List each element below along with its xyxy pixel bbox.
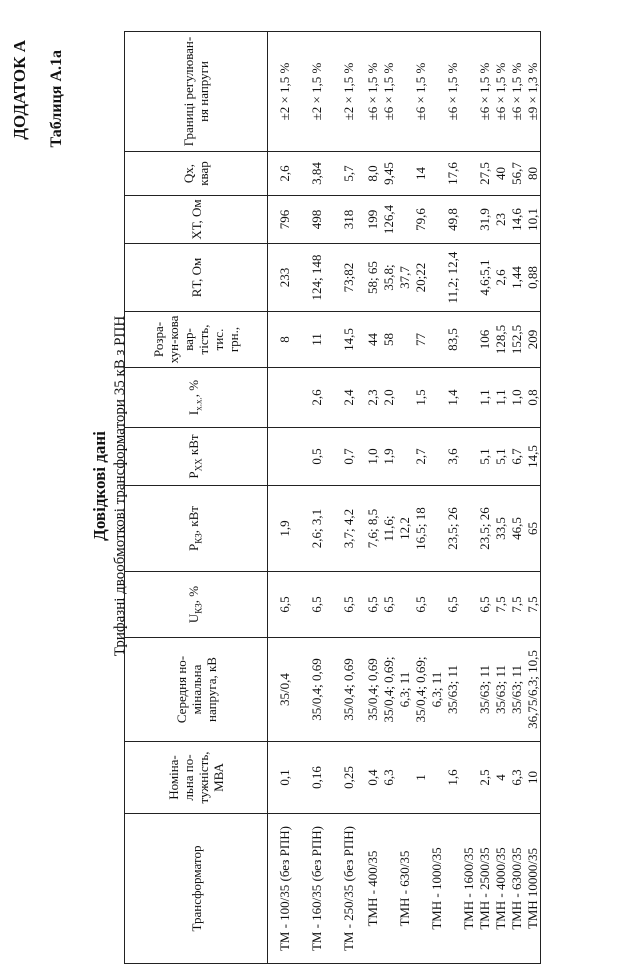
cell-limits: ±2 × 1,5 % (300, 32, 332, 152)
cell-limits: ±6 × 1,5 % (380, 32, 396, 152)
cell-ixx: 2,4 (332, 368, 364, 428)
cell-uk: 6,5 (380, 572, 396, 638)
cell-cost: 209 (524, 312, 541, 368)
cell-pxx (428, 428, 444, 486)
cell-xt: 23 (492, 196, 508, 244)
col-voltage: Середня но-мінальна напруга, кВ (125, 638, 268, 742)
cell-qx: 5,7 (332, 152, 364, 196)
table-caption: Трифазні двообмоткові трансформатори 35 кВ з РПН (112, 315, 128, 657)
cell-name: ТМН - 1000/35 (428, 814, 444, 964)
table-row (508, 32, 524, 964)
cell-voltage: 35/0,4; 0,69; (412, 638, 428, 742)
cell-rt: 233 (268, 244, 301, 312)
col-xt: XТ, Ом (125, 196, 268, 244)
col-transformer: Трансформатор (125, 814, 268, 964)
cell-power: 0,1 (268, 742, 301, 814)
table-row (300, 32, 332, 964)
cell-xt: 498 (300, 196, 332, 244)
cell-pk: 23,5; 26 (444, 486, 460, 572)
cell-rt: 37,7 (396, 244, 412, 312)
cell-voltage: 35/0,4; 0,69 (364, 638, 380, 742)
cell-name (412, 814, 428, 964)
cell-name (380, 814, 396, 964)
cell-qx: 8,0 (364, 152, 380, 196)
cell-pxx (460, 428, 476, 486)
cell-pk: 3,7; 4,2 (332, 486, 364, 572)
cell-name: ТМН - 2500/35 (476, 814, 492, 964)
cell-cost: 77 (412, 312, 428, 368)
cell-uk: 6,5 (332, 572, 364, 638)
cell-cost: 58 (380, 312, 396, 368)
cell-limits: ±2 × 1,5 % (268, 32, 301, 152)
cell-uk: 7,5 (524, 572, 541, 638)
table-row (332, 32, 364, 964)
cell-rt (428, 244, 444, 312)
cell-cost: 106 (476, 312, 492, 368)
cell-limits: ±2 × 1,5 % (332, 32, 364, 152)
table-row (364, 32, 380, 964)
cell-ixx: 0,8 (524, 368, 541, 428)
cell-rt: 73;82 (332, 244, 364, 312)
cell-voltage: 35/0,4; 0,69; (380, 638, 396, 742)
cell-limits: ±6 × 1,5 % (412, 32, 428, 152)
cell-name: ТМН - 6300/35 (508, 814, 524, 964)
cell-power: 6,3 (380, 742, 396, 814)
cell-voltage: 35/63; 11 (508, 638, 524, 742)
cell-rt: 124; 148 (300, 244, 332, 312)
table-id: Таблиця А.1а (48, 50, 65, 148)
cell-limits: ±9 × 1,3 % (524, 32, 541, 152)
cell-pxx: 5,1 (476, 428, 492, 486)
cell-power: 2,5 (476, 742, 492, 814)
cell-pxx (396, 428, 412, 486)
cell-uk (428, 572, 444, 638)
cell-uk: 6,5 (444, 572, 460, 638)
cell-qx (460, 152, 476, 196)
cell-uk: 6,5 (300, 572, 332, 638)
cell-name (444, 814, 460, 964)
cell-cost: 152,5 (508, 312, 524, 368)
cell-power (396, 742, 412, 814)
cell-ixx: 1,4 (444, 368, 460, 428)
cell-xt: 318 (332, 196, 364, 244)
cell-pk: 7,6; 8,5 (364, 486, 380, 572)
cell-ixx (268, 368, 301, 428)
cell-power: 4 (492, 742, 508, 814)
cell-name: ТМН - 400/35 (364, 814, 380, 964)
cell-limits: ±6 × 1,5 % (508, 32, 524, 152)
cell-cost: 44 (364, 312, 380, 368)
cell-uk (396, 572, 412, 638)
col-pk: $P_{КЗ}$, кВт (125, 486, 268, 572)
cell-ixx: 1,1 (492, 368, 508, 428)
cell-pk: 16,5; 18 (412, 486, 428, 572)
cell-pk: 2,6; 3,1 (300, 486, 332, 572)
cell-pk: 11,6; (380, 486, 396, 572)
cell-power: 6,3 (508, 742, 524, 814)
header-row (125, 32, 268, 964)
table-body (268, 32, 541, 964)
cell-name: ТМН - 4000/35 (492, 814, 508, 964)
cell-rt: 1,44 (508, 244, 524, 312)
cell-xt: 79,6 (412, 196, 428, 244)
cell-pk: 65 (524, 486, 541, 572)
cell-pxx: 1,0 (364, 428, 380, 486)
table-row (396, 32, 412, 964)
cell-rt: 4,6;5,1 (476, 244, 492, 312)
cell-power: 0,4 (364, 742, 380, 814)
table-row (492, 32, 508, 964)
cell-ixx (428, 368, 444, 428)
cell-uk: 6,5 (268, 572, 301, 638)
cell-cost: 83,5 (444, 312, 460, 368)
cell-cost: 14,5 (332, 312, 364, 368)
cell-voltage: 35/0,4 (268, 638, 301, 742)
table-row (460, 32, 476, 964)
cell-qx: 2,6 (268, 152, 301, 196)
cell-limits: ±6 × 1,5 % (364, 32, 380, 152)
cell-xt: 49,8 (444, 196, 460, 244)
table-row (380, 32, 396, 964)
cell-voltage: 35/63; 11 (492, 638, 508, 742)
cell-name: ТМН 10000/35 (524, 814, 541, 964)
table-row (524, 32, 541, 964)
cell-voltage: 6,3; 11 (428, 638, 444, 742)
cell-voltage: 35/0,4; 0,69 (332, 638, 364, 742)
cell-ixx: 1,5 (412, 368, 428, 428)
cell-rt: 58; 65 (364, 244, 380, 312)
cell-name: ТМ - 250/35 (без РПН) (332, 814, 364, 964)
cell-limits (460, 32, 476, 152)
cell-ixx: 1,1 (476, 368, 492, 428)
table-row (412, 32, 428, 964)
cell-qx: 27,5 (476, 152, 492, 196)
col-power: Номіна-льна по-тужність, МВА (125, 742, 268, 814)
appendix-title: ДОДАТОК А (10, 40, 29, 140)
cell-limits: ±6 × 1,5 % (444, 32, 460, 152)
cell-cost (396, 312, 412, 368)
cell-pxx: 0,7 (332, 428, 364, 486)
cell-ixx: 2,6 (300, 368, 332, 428)
cell-power (428, 742, 444, 814)
cell-qx: 9,45 (380, 152, 396, 196)
cell-cost (460, 312, 476, 368)
cell-uk: 6,5 (412, 572, 428, 638)
cell-rt: 35,8; (380, 244, 396, 312)
cell-rt: 20;22 (412, 244, 428, 312)
cell-name: ТМ - 100/35 (без РПН) (268, 814, 301, 964)
cell-pk: 46,5 (508, 486, 524, 572)
cell-pk (460, 486, 476, 572)
cell-uk: 7,5 (508, 572, 524, 638)
cell-qx (428, 152, 444, 196)
cell-limits (428, 32, 444, 152)
cell-cost (428, 312, 444, 368)
cell-xt (460, 196, 476, 244)
cell-power: 1,6 (444, 742, 460, 814)
cell-rt: 2,6 (492, 244, 508, 312)
cell-pk: 1,9 (268, 486, 301, 572)
cell-limits (396, 32, 412, 152)
cell-xt: 126,4 (380, 196, 396, 244)
cell-xt: 10,1 (524, 196, 541, 244)
cell-voltage (460, 638, 476, 742)
cell-limits: ±6 × 1,5 % (476, 32, 492, 152)
cell-pxx: 5,1 (492, 428, 508, 486)
col-cost: Розра-хун-кова вар-тість, тис. грн., (125, 312, 268, 368)
cell-qx (396, 152, 412, 196)
cell-uk (460, 572, 476, 638)
section-title: Довідкові дані (90, 431, 109, 541)
cell-power: 1 (412, 742, 428, 814)
cell-rt (460, 244, 476, 312)
cell-ixx (460, 368, 476, 428)
cell-qx: 40 (492, 152, 508, 196)
cell-rt: 11,2; 12,4 (444, 244, 460, 312)
col-rt: RТ, Ом (125, 244, 268, 312)
cell-pk: 33,5 (492, 486, 508, 572)
cell-uk: 7,5 (492, 572, 508, 638)
cell-pxx: 6,7 (508, 428, 524, 486)
cell-cost: 11 (300, 312, 332, 368)
cell-xt: 199 (364, 196, 380, 244)
cell-ixx: 2,3 (364, 368, 380, 428)
cell-voltage: 35/0,4; 0,69 (300, 638, 332, 742)
col-ixx: $I_{х.х.}$, % (125, 368, 268, 428)
cell-voltage: 35/63; 11 (444, 638, 460, 742)
cell-ixx: 2,0 (380, 368, 396, 428)
cell-qx: 80 (524, 152, 541, 196)
cell-xt: 14,6 (508, 196, 524, 244)
cell-power: 0,16 (300, 742, 332, 814)
cell-limits: ±6 × 1,5 % (492, 32, 508, 152)
cell-uk: 6,5 (364, 572, 380, 638)
cell-name: ТМН - 630/35 (396, 814, 412, 964)
cell-cost: 128,5 (492, 312, 508, 368)
table-row (476, 32, 492, 964)
cell-pxx: 1,9 (380, 428, 396, 486)
cell-voltage: 6,3; 11 (396, 638, 412, 742)
cell-pxx: 14,5 (524, 428, 541, 486)
cell-pk (428, 486, 444, 572)
col-qx: Qх, квар (125, 152, 268, 196)
col-uk: $U_{КЗ}$, % (125, 572, 268, 638)
cell-qx: 14 (412, 152, 428, 196)
cell-pk: 23,5; 26 (476, 486, 492, 572)
cell-power: 0,25 (332, 742, 364, 814)
table-row (444, 32, 460, 964)
cell-uk: 6,5 (476, 572, 492, 638)
cell-voltage: 35/63; 11 (476, 638, 492, 742)
col-limits: Границі регулюван-ня напруги (125, 32, 268, 152)
table-row (268, 32, 301, 964)
cell-ixx: 1,0 (508, 368, 524, 428)
cell-pk: 12,2 (396, 486, 412, 572)
cell-name: ТМ - 160/35 (без РПН) (300, 814, 332, 964)
cell-name: ТМН - 1600/35 (460, 814, 476, 964)
cell-xt (428, 196, 444, 244)
cell-qx: 56,7 (508, 152, 524, 196)
cell-qx: 3,84 (300, 152, 332, 196)
cell-xt: 796 (268, 196, 301, 244)
cell-pxx: 0,5 (300, 428, 332, 486)
cell-pxx (268, 428, 301, 486)
transformer-table (124, 31, 541, 964)
cell-xt: 31,9 (476, 196, 492, 244)
table-row (428, 32, 444, 964)
col-pxx: $P_{ХХ}$ кВт (125, 428, 268, 486)
cell-ixx (396, 368, 412, 428)
cell-power (460, 742, 476, 814)
cell-cost: 8 (268, 312, 301, 368)
cell-pxx: 2,7 (412, 428, 428, 486)
cell-qx: 17,6 (444, 152, 460, 196)
cell-voltage: 36,75/6,3; 10,5 (524, 638, 541, 742)
cell-power: 10 (524, 742, 541, 814)
cell-rt: 0,88 (524, 244, 541, 312)
cell-xt (396, 196, 412, 244)
cell-pxx: 3,6 (444, 428, 460, 486)
